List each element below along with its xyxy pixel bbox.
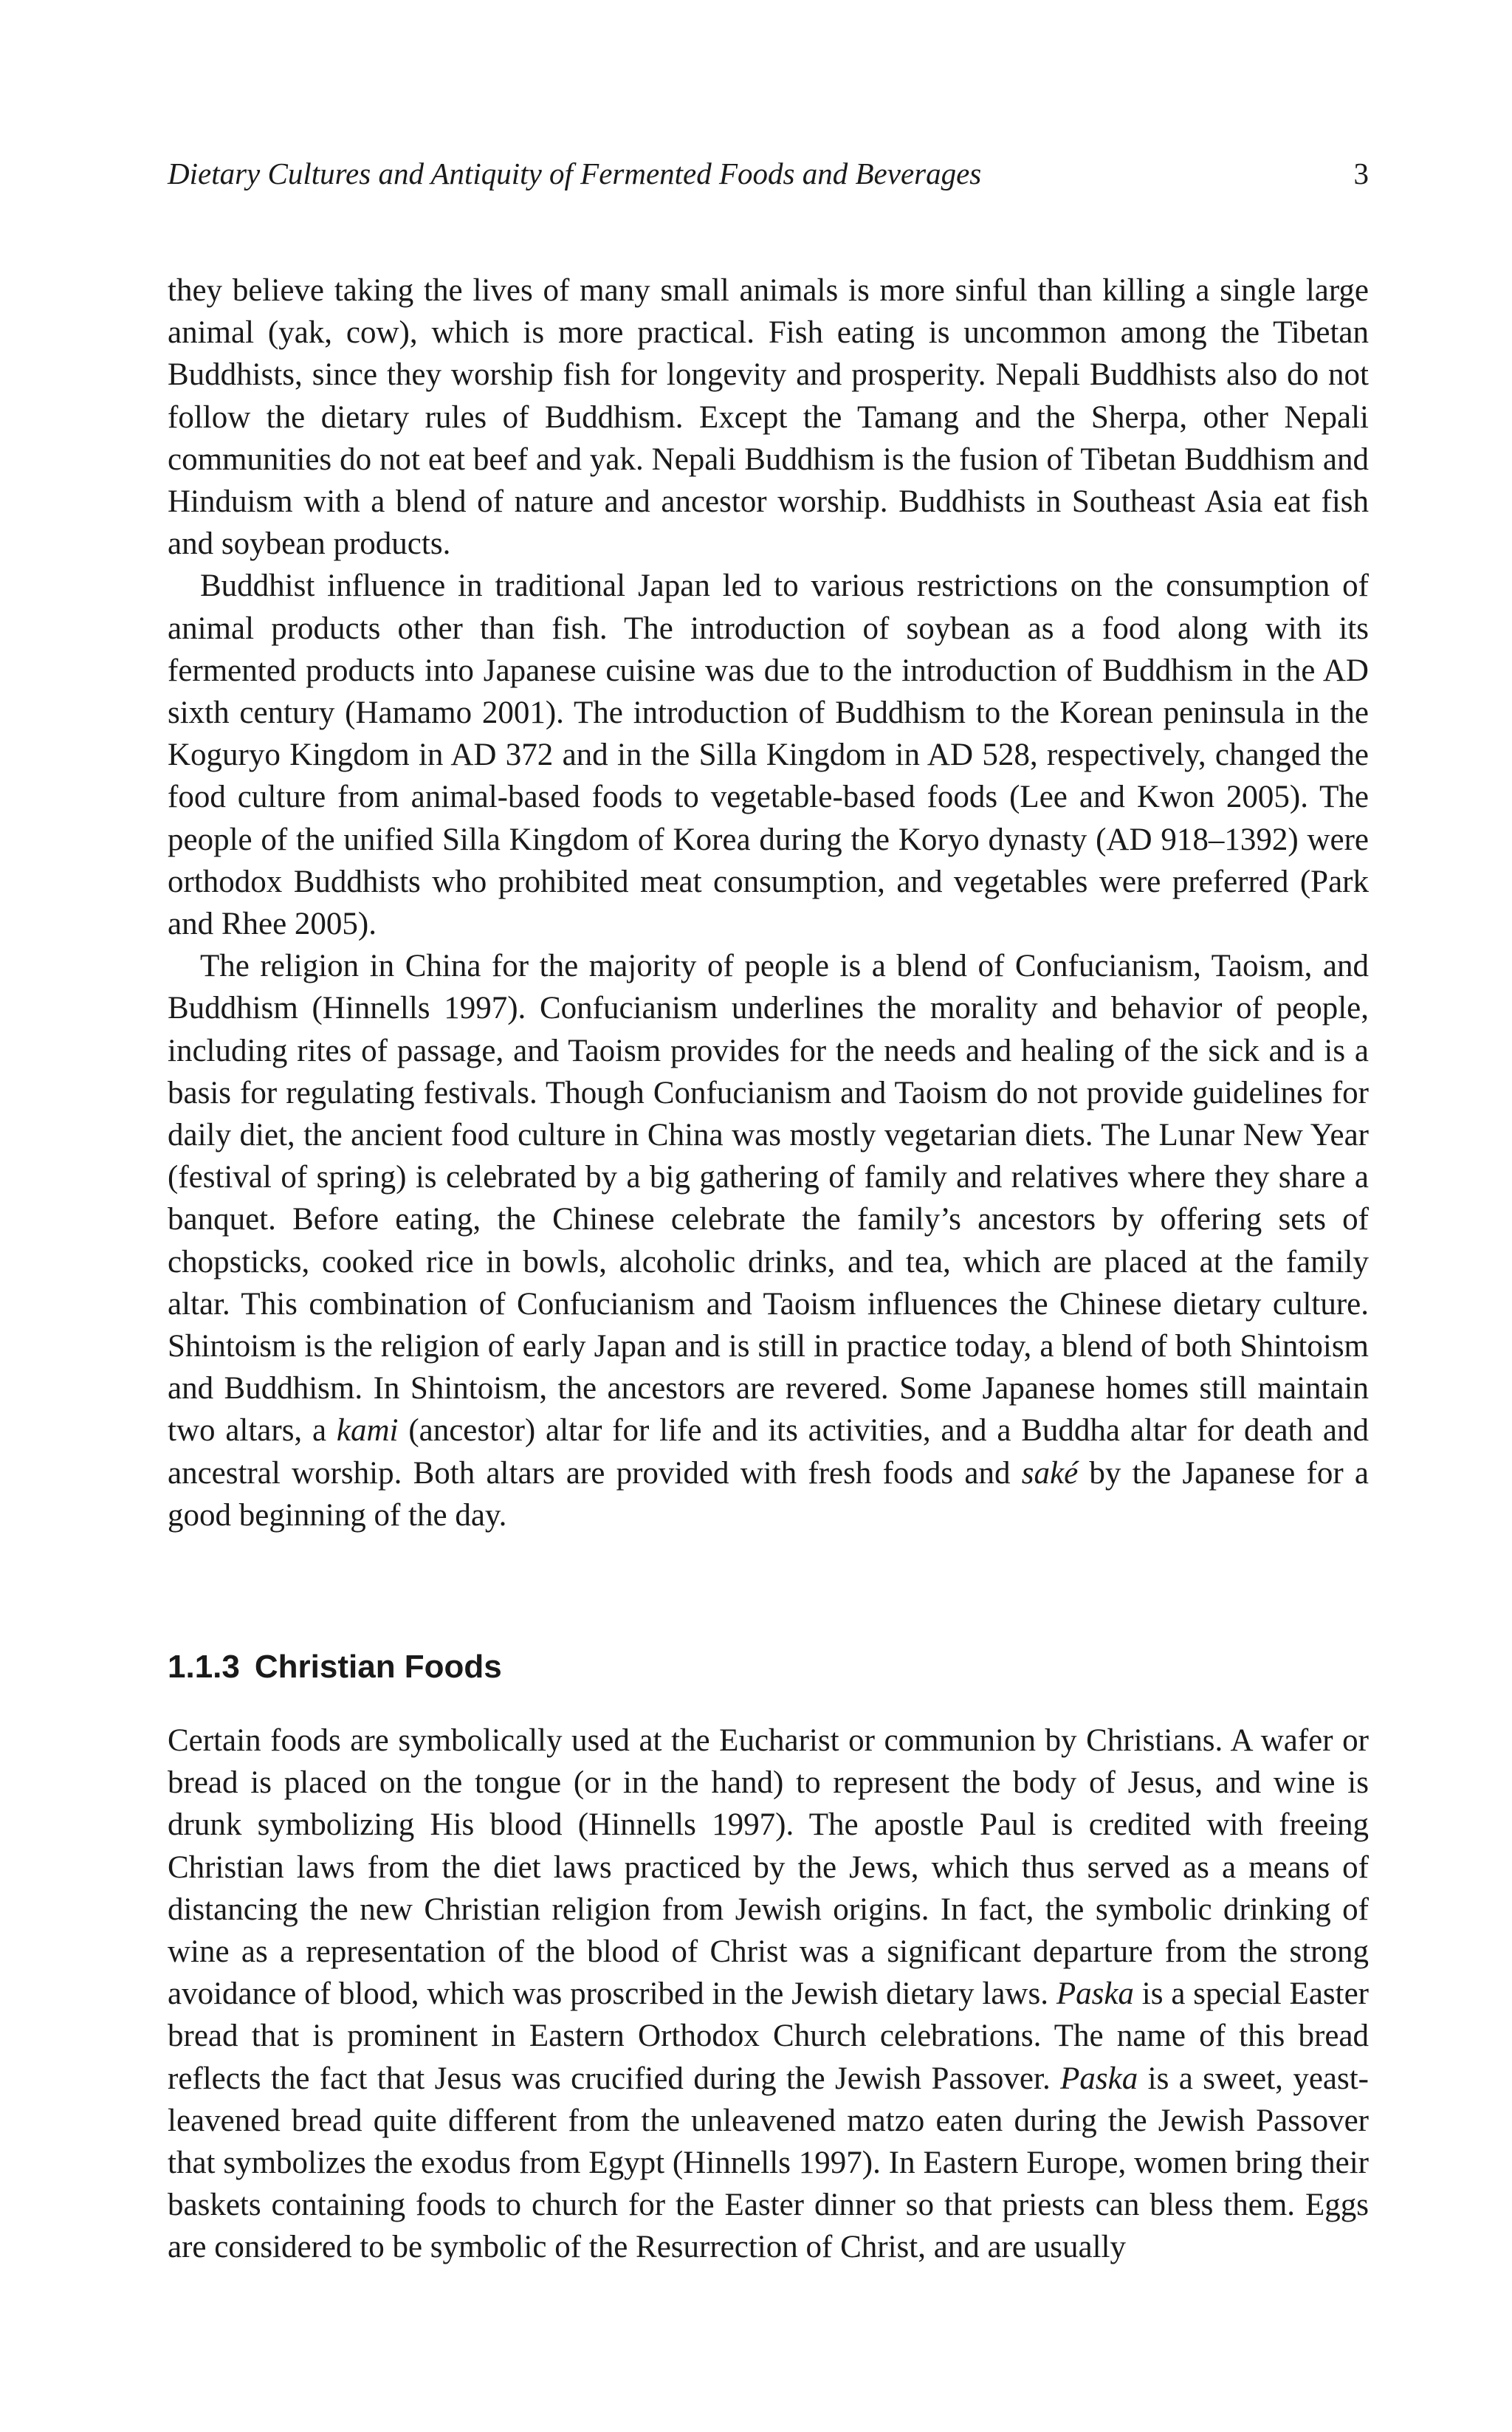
page-number: 3 [1353,157,1369,190]
body-text-bottom [168,1720,1369,2269]
italic-term-paska: Paska [1060,2061,1138,2096]
paragraph-text: is a sweet, yeast-leavened bread quite different from the unleavened matzo eaten during the Jewish Passover that symbolizes the exodus from Egypt (Hinnells 1997). In Eastern Europe, women bring their baskets containing foods to church for the Easter dinner so that priests can bless them. Eggs are considered to be symbolic of the Resurrection of Christ, and are usually [168,2061,1370,2265]
paragraph-christian-foods [168,1720,1369,2269]
paragraph-tibetan-buddhism [168,269,1369,565]
paragraph-text: Certain foods are symbolically used at the Eucharist or communion by Christians. A wafer or bread is placed on the tongue (or in the hand) to represent the body of Jesus, and wine is drunk symbolizing His blood (Hinnells 1997). The apostle Paul is credited with freeing Christian laws from the diet laws practiced by the Jews, which thus served as a means of distancing the new Christian religion from Jewish origins. In fact, the symbolic drinking of wine as a representation of the blood of Christ was a significant departure from the strong avoidance of blood, which was proscribed in the Jewish dietary laws. [168,1723,1369,2012]
paragraph-text: they believe taking the lives of many small animals is more sinful than killing a single large animal (yak, cow), which is more practical. Fish eating is uncommon among the Tibetan Buddhists, since they worship fish for longevity and prosperity. Nepali Buddhists also do not follow the dietary rules of Buddhism. Except the Tamang and the Sherpa, other Nepali communities do not eat beef and yak. Nepali Buddhism is the fusion of Tibetan Buddhism and Hinduism with a blend of nature and ancestor worship. Buddhists in Southeast Asia eat fish and soybean products. [168,273,1369,562]
paragraph-text: (ancestor) altar for life and its activities, and a Buddha altar for death and ancestral worship. Both altars are provided with fresh foods and [168,1413,1369,1491]
paragraph-china-japan-religion [168,945,1369,1536]
section-number: 1.1.3 [168,1649,240,1685]
running-head-title: Dietary Cultures and Antiquity of Fermented Foods and Beverages [168,157,982,190]
paragraph-japan-korea-buddhism [168,565,1369,945]
paragraph-text: Buddhist influence in traditional Japan led to various restrictions on the consumption of animal products other than fish. The introduction of soybean as a food along with its fermented products into Japanese cuisine was due to the introduction of Buddhism in the AD sixth century (Hamamo 2001). The introduction of Buddhism to the Korean peninsula in the Koguryo Kingdom in AD 372 and in the Silla Kingdom in AD 528, respectively, changed the food culture from animal-based foods to vegetable-based foods (Lee and Kwon 2005). The people of the unified Silla Kingdom of Korea during the Koryo dynasty (AD 918–1392) were orthodox Buddhists who prohibited meat consumption, and vegetables were preferred (Park and Rhee 2005). [168,569,1369,942]
paragraph-text: is a special Easter bread that is prominent in Eastern Orthodox Church celebrations. The name of this bread reflects the fact that Jesus was crucified during the Jewish Passover. [168,1976,1369,2096]
section-title: Christian Foods [254,1649,502,1685]
running-head [168,153,1369,194]
section-heading [168,1645,1369,1689]
paragraph-text: by the Japanese for a good beginning of the day. [168,1455,1369,1533]
italic-term-sake: saké [1021,1455,1079,1491]
italic-term-paska: Paska [1056,1976,1134,2012]
body-text-top [168,269,1369,1536]
paragraph-text: The religion in China for the majority of people is a blend of Confucianism, Taoism, and Buddhism (Hinnells 1997). Confucianism underlines the morality and behavior of people, including rites of passage, and Taoism provides for the needs and healing of the sick and is a basis for regulating festivals. Though Confucianism and Taoism do not provide guidelines for daily diet, the ancient food culture in China was mostly vegetarian diets. The Lunar New Year (festival of spring) is celebrated by a big gathering of family and relatives where they share a banquet. Before eating, the Chinese celebrate the family’s ancestors by offering sets of chopsticks, cooked rice in bowls, alcoholic drinks, and tea, which are placed at the family altar. This combination of Confucianism and Taoism influences the Chinese dietary culture. Shintoism is the religion of early Japan and is still in practice today, a blend of both Shintoism and Buddhism. In Shintoism, the ancestors are revered. Some Japanese homes still maintain two altars, a [168,949,1369,1449]
italic-term-kami: kami [336,1413,399,1449]
